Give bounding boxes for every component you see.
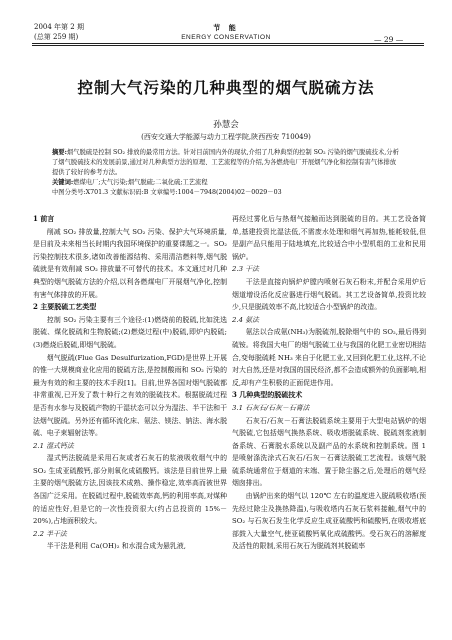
- paragraph: 控制 SO₂ 污染主要有三个途径:(1)燃烧前的脱硫,比如洗选脱硫、煤化脱硫和生物脱硫;(2)燃烧过程(中)脱硫,即炉内脱硫;(3)燃烧后脱硫,即烟气脱硫。: [33, 315, 227, 349]
- paragraph: 削减 SO₂ 排放量,控制大气 SO₂ 污染、保护大气环境质量,是目前及未来相当长时期内我国环境保护的重要课题之一。SO₂ 污染控制技术很多,诸如改善能源结构、采用清洁燃料等,烟气脱硫就是有效削减 SO₂ 排放量不可替代的技术。本文通过对几种典型的烟气脱硫方法的介绍,以利各燃煤电厂开展烟气净化,控制有害气体排放的开展。: [33, 227, 227, 299]
- paragraph: 再经过雾化后与热烟气接触而达到脱硫的目的。其工艺设备简单,基建投资比湿法低,不需废水处理和烟气再加热,能耗较低,但是副产品只能用于陆地填充,比较适合中小型机组的工业和民用锅炉。: [232, 215, 426, 261]
- paragraph: 半干法是利用 Ca(OH)₂ 和水混合成为悬乳液,: [46, 542, 186, 551]
- issue-line: 2004 年第 2 期: [34, 23, 84, 31]
- right-column: [232, 213, 426, 553]
- paragraph: 石灰石/石灰－石膏法脱硫系统主要用于大型电站锅炉的烟气脱硫,它包括烟气换热系统、吸收塔脱硫系统、脱硫剂浆液制备系统、石膏脱水系统以及副产品的水系统和控制系统。图 1 是喷射涤洗涂式石灰石/石灰－石膏法脱硫工艺流程。该烟气脱硫系统通常位于烟道的末端、置于除尘器之后,处理后的烟气经烟囱排出。: [232, 416, 426, 488]
- abstract-block: [52, 148, 400, 198]
- section-heading: 2 主要脱硫工艺类型: [33, 302, 97, 312]
- paragraph: 氨法以合成氨(NH₃)为脱硫剂,脱除烟气中的 SO₂,最后得到硫铵。将我国大电厂的烟气脱硫工业与我国的化肥工业密切相结合,变每脱硫耗 NH₃ 来自于化肥工业,又回到化肥工业,这样,不论对大自然,还是对我国的国民经济,都不会造成额外的负面影响,相反,却有产生积极的正面促进作用。: [232, 328, 426, 387]
- keywords-label: 关键词:: [52, 179, 74, 186]
- header-rule-top: [32, 43, 424, 44]
- paragraph: 湿式钙法脱硫是采用石灰或者石灰石的浆液吸收烟气中的 SO₂ 生成亚硫酸钙,部分则氧化成硫酸钙。该法是目前世界上最主要的烟气脱硫方法,因该技术成熟、操作稳定,效率高而被世界各国广泛采用。在脱硫过程中,脱硫效率高,钙的利用率高,对煤种的适应性好,但是它的一次性投资很大(约占总投资的 15%－20%),占地面积较大。: [33, 454, 227, 526]
- keywords: [52, 178, 400, 188]
- header-rule-bottom: [32, 45, 424, 46]
- paragraph: 由锅炉出来的烟气以 120℃ 左右的温度进入脱硫吸收塔(预先经过除尘及换热降温),与吸收塔内石灰石浆料接触,烟气中的 SO₂ 与石灰石发生化学反应生成亚硫酸钙和硫酸钙,在吸收塔底部鼓入大量空气,使亚硫酸钙氧化成硫酸钙。受石灰石的溶解度及活性的限制,采用石灰石为脱硫剂其脱硫率: [232, 492, 426, 551]
- subsection-heading: 2.1 湿式钙法: [33, 441, 74, 450]
- author-affiliation: (西安交通大学能源与动力工程学院,陕西西安 710049): [141, 133, 311, 141]
- total-issue: (总第 259 期): [34, 33, 79, 41]
- subsection-heading: 3.1 石灰石/石灰－石膏法: [232, 403, 310, 412]
- left-column: [33, 213, 227, 553]
- journal-name: 节 能: [213, 23, 239, 32]
- article-title: 控制大气污染的几种典型的烟气脱硫方法: [77, 78, 375, 97]
- journal-english-name: ENERGY CONSERVATION: [181, 34, 271, 41]
- abstract-label: 摘要:: [52, 149, 67, 156]
- section-heading: 1 前言: [33, 214, 55, 223]
- classification-line: 中图分类号:X701.3 文献标识码:B 文章编号:1004－7948(2004)02－0029－03: [52, 189, 282, 196]
- author-name: 孙慧会: [213, 120, 239, 130]
- subsection-heading: 2.2 半干法: [33, 529, 67, 538]
- section-heading: 3 几种典型的脱硫技术: [232, 390, 303, 400]
- subsection-heading: 2.3 干法: [232, 265, 259, 274]
- abstract: [52, 148, 400, 178]
- paragraph: 干法是直接向锅炉炉膛内喷射石灰石粉末,并配合采用炉后烟道增设活化反应器进行烟气脱硫。其工艺设备简单,投资比较少,只是脱硫效率不高,比较适合小型锅炉的改造。: [232, 277, 426, 312]
- paragraph: 烟气脱硫(Flue Gas Desulfurization,FGD)是世界上开展的惟一大规模商业化应用的脱硫方法,是控制酸雨和 SO₂ 污染的最为有效的和主要的技术手段[1]。目前,世界各国对烟气脱硫都非常重视,已开发了数十种行之有效的脱硫技术。根据脱硫过程是否有水参与及脱硫产物的干湿状态可以分为湿法、半干法和干法烟气脱硫。另外还有循环流化床、氨法、镁法、钠法、海水脱硫、电子束辐射法等。: [33, 353, 227, 438]
- abstract-text: 烟气脱硫是控制 SO₂ 排放的最常用方法。针对目前国内外的现状,介绍了几种典型的控制 SO₂ 污染的烟气脱硫技术,分析了烟气脱硫技术的发展前景,通过对几种典型方法的原理、工艺流程等的介绍,为各燃烧电厂开展烟气净化和控制有害气体排放提供了较好的参考方法。: [52, 149, 399, 176]
- keywords-text: 燃煤电厂;大气污染;烟气脱硫;二氧化硫;工艺流程: [73, 179, 208, 186]
- page-number: — 29 —: [374, 35, 404, 44]
- subsection-heading: 2.4 氨法: [232, 315, 259, 324]
